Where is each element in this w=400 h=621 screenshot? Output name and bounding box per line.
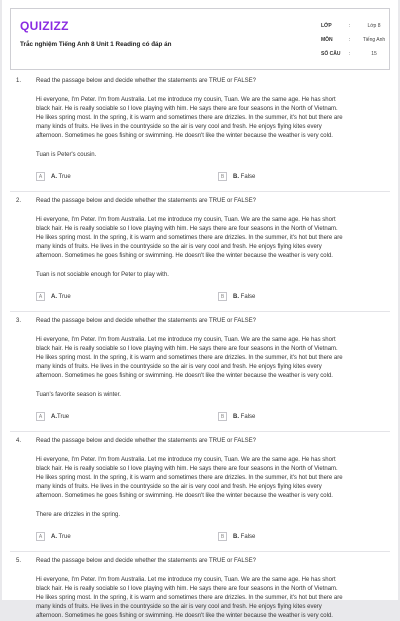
answer-option-a[interactable] [36, 532, 71, 541]
meta-row-grade [321, 19, 389, 33]
meta-value: Lớp 8 [367, 23, 381, 29]
question-passage [36, 576, 388, 621]
quizizz-logo[interactable]: QUIZIZZ [20, 19, 69, 33]
answer-option-b[interactable] [218, 412, 255, 421]
answer-option-a[interactable] [36, 172, 71, 181]
question-number: 1. [16, 78, 22, 84]
passage-line: Hi everyone, I'm Peter. I'm from Australia. Let me introduce my cousin, Tuan. We are the same age. He has short [36, 97, 336, 103]
passage-line: He likes spring most. In the spring, it is warm and sometimes there are drizzles. In the summer, it's hot but there are [36, 475, 343, 481]
meta-colon: : [349, 37, 351, 43]
meta-label: LỚP [321, 23, 332, 29]
option-label [233, 294, 255, 300]
question-statement: There are drizzles in the spring. [36, 512, 121, 518]
question-divider [10, 191, 390, 192]
option-checkbox[interactable]: B [218, 412, 227, 421]
option-checkbox[interactable]: A [36, 412, 45, 421]
passage-line: He likes spring most. In the spring, it is warm and sometimes there are drizzles. In the summer, it's hot but there are [36, 235, 343, 241]
option-key: A. [51, 293, 57, 300]
question-passage [36, 456, 388, 501]
option-text: False [239, 173, 256, 180]
option-text: True [57, 293, 71, 300]
document-header [10, 8, 390, 70]
meta-label: MÔN [321, 37, 333, 43]
passage-line: Hi everyone, I'm Peter. I'm from Australia. Let me introduce my cousin, Tuan. We are the same age. He has short [36, 577, 336, 583]
question-number: 3. [16, 318, 22, 324]
passage-line: many kinds of fruits. He lives in the countryside so the air is very cool and fresh. He enjoys flying kites every [36, 484, 322, 490]
passage-line: afternoon. Sometimes he goes fishing or swimming. He doesn't like the winter because the weather is very cold. [36, 613, 333, 619]
question-passage [36, 216, 388, 261]
document-meta [321, 19, 389, 61]
question-instruction: Read the passage below and decide whether the statements are TRUE or FALSE? [36, 198, 257, 204]
question-divider [10, 431, 390, 432]
option-label [51, 294, 71, 300]
option-text: False [239, 293, 256, 300]
question-passage [36, 96, 388, 141]
option-checkbox[interactable]: B [218, 172, 227, 181]
answer-option-a[interactable] [36, 292, 71, 301]
passage-line: black hair. He is really sociable so I love playing with him. He says there are four seasons in the North of Vietnam. [36, 226, 338, 232]
passage-line: Hi everyone, I'm Peter. I'm from Australia. Let me introduce my cousin, Tuan. We are the same age. He has short [36, 457, 336, 463]
option-key: A. [51, 533, 57, 540]
passage-line: afternoon. Sometimes he goes fishing or swimming. He doesn't like the winter because the weather is very cold. [36, 253, 333, 259]
question-number: 5. [16, 558, 22, 564]
passage-line: He likes spring most. In the spring, it is warm and sometimes there are drizzles. In the summer, it's hot but there are [36, 595, 343, 601]
passage-line: afternoon. Sometimes he goes fishing or swimming. He doesn't like the winter because the weather is very cold. [36, 493, 333, 499]
question-statement: Tuan is not sociable enough for Peter to play with. [36, 272, 169, 278]
passage-line: black hair. He is really sociable so I love playing with him. He says there are four seasons in the North of Vietnam. [36, 466, 338, 472]
option-label [233, 534, 255, 540]
answer-option-b[interactable] [218, 292, 255, 301]
passage-line: many kinds of fruits. He lives in the countryside so the air is very cool and fresh. He enjoys flying kites every [36, 244, 322, 250]
option-checkbox[interactable]: A [36, 172, 45, 181]
option-key: A. [51, 413, 57, 420]
question-instruction: Read the passage below and decide whether the statements are TRUE or FALSE? [36, 78, 257, 84]
option-key: B. [233, 173, 239, 180]
question-instruction: Read the passage below and decide whether the statements are TRUE or FALSE? [36, 318, 257, 324]
option-label [233, 174, 255, 180]
question-divider [10, 551, 390, 552]
option-text: False [239, 413, 256, 420]
meta-value: 15 [371, 51, 377, 57]
option-text: True [57, 173, 71, 180]
option-text: False [239, 533, 256, 540]
question-instruction: Read the passage below and decide whether the statements are TRUE or FALSE? [36, 438, 257, 444]
meta-row-subject [321, 33, 389, 47]
answer-option-b[interactable] [218, 532, 255, 541]
meta-row-count [321, 47, 389, 61]
option-key: B. [233, 293, 239, 300]
passage-line: Hi everyone, I'm Peter. I'm from Australia. Let me introduce my cousin, Tuan. We are the same age. He has short [36, 337, 336, 343]
option-key: B. [233, 533, 239, 540]
question-passage [36, 336, 388, 381]
document-title: Trắc nghiệm Tiếng Anh 8 Unit 1 Reading có đáp án [20, 41, 172, 48]
passage-line: many kinds of fruits. He lives in the countryside so the air is very cool and fresh. He enjoys flying kites every [36, 604, 322, 610]
option-checkbox[interactable]: B [218, 292, 227, 301]
passage-line: black hair. He is really sociable so I love playing with him. He says there are four seasons in the North of Vietnam. [36, 586, 338, 592]
option-checkbox[interactable]: A [36, 292, 45, 301]
option-text: True [57, 413, 70, 420]
question-statement: Tuan is Peter's cousin. [36, 152, 97, 158]
meta-label: SỐ CÂU [321, 51, 341, 57]
passage-line: black hair. He is really sociable so I love playing with him. He says there are four seasons in the North of Vietnam. [36, 106, 338, 112]
meta-colon: : [349, 23, 351, 29]
passage-line: afternoon. Sometimes he goes fishing or swimming. He doesn't like the winter because the weather is very cold. [36, 133, 333, 139]
option-text: True [57, 533, 71, 540]
option-label [51, 174, 71, 180]
option-label [51, 534, 71, 540]
question-statement: Tuan's favorite season is winter. [36, 392, 121, 398]
meta-colon: : [349, 51, 351, 57]
option-checkbox[interactable]: A [36, 532, 45, 541]
option-checkbox[interactable]: B [218, 532, 227, 541]
option-key: B. [233, 413, 239, 420]
question-number: 4. [16, 438, 22, 444]
passage-line: many kinds of fruits. He lives in the countryside so the air is very cool and fresh. He enjoys flying kites every [36, 364, 322, 370]
question-instruction: Read the passage below and decide whether the statements are TRUE or FALSE? [36, 558, 257, 564]
passage-line: He likes spring most. In the spring, it is warm and sometimes there are drizzles. In the summer, it's hot but there are [36, 115, 343, 121]
answer-option-a[interactable] [36, 412, 69, 421]
question-divider [10, 311, 390, 312]
option-label [51, 414, 69, 420]
passage-line: many kinds of fruits. He lives in the countryside so the air is very cool and fresh. He enjoys flying kites every [36, 124, 322, 130]
answer-option-b[interactable] [218, 172, 255, 181]
option-label [233, 414, 255, 420]
passage-line: black hair. He is really sociable so I love playing with him. He says there are four seasons in the North of Vietnam. [36, 346, 338, 352]
question-number: 2. [16, 198, 22, 204]
option-key: A. [51, 173, 57, 180]
passage-line: Hi everyone, I'm Peter. I'm from Australia. Let me introduce my cousin, Tuan. We are the same age. He has short [36, 217, 336, 223]
passage-line: He likes spring most. In the spring, it is warm and sometimes there are drizzles. In the summer, it's hot but there are [36, 355, 343, 361]
document-page [2, 0, 398, 619]
passage-line: afternoon. Sometimes he goes fishing or swimming. He doesn't like the winter because the weather is very cold. [36, 373, 333, 379]
meta-value: Tiếng Anh [362, 37, 386, 43]
